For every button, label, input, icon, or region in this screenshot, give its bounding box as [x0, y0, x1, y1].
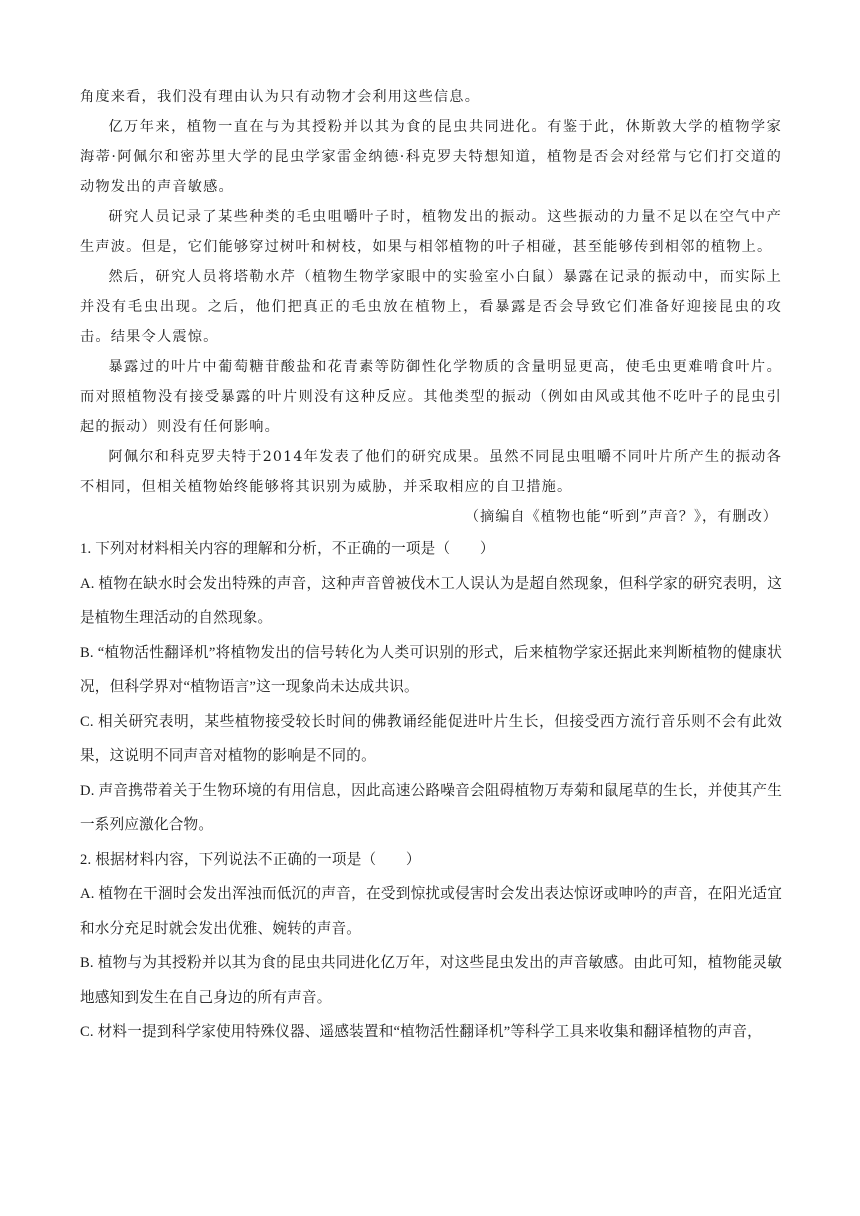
option-c: C. 相关研究表明，某些植物接受较长时间的佛教诵经能促进叶片生长，但接受西方流行音乐则不会有此效果，这说明不同声音对植物的影响是不同的。	[80, 713, 782, 764]
material-paragraph: 研究人员记录了某些种类的毛虫咀嚼叶子时，植物发出的振动。这些振动的力量不足以在空气中产生声波。但是，它们能够穿过树叶和树枝，如果与相邻植物的叶子相碰，甚至能够传到相邻的植物上。	[80, 209, 782, 255]
material-paragraph: 阿佩尔和科克罗夫特于2014年发表了他们的研究成果。虽然不同昆虫咀嚼不同叶片所产生的振动各不相同，但相关植物始终能够将其识别为威胁，并采取相应的自卫措施。	[80, 449, 782, 495]
option-b: B. 植物与为其授粉并以其为食的昆虫共同进化亿万年，对这些昆虫发出的声音敏感。由此可知，植物能灵敏地感知到发生在自己身边的所有声音。	[80, 955, 782, 1006]
document-page	[80, 82, 782, 1050]
option-a: A. 植物在缺水时会发出特殊的声音，这种声音曾被伐木工人误认为是超自然现象，但科学家的研究表明，这是植物生理活动的自然现象。	[80, 575, 782, 626]
question-stem: 2. 根据材料内容，下列说法不正确的一项是（ ）	[80, 851, 421, 868]
material-paragraph: 暴露过的叶片中葡萄糖苷酸盐和花青素等防御性化学物质的含量明显更高，使毛虫更难啃食叶片。而对照植物没有接受暴露的叶片则没有这种反应。其他类型的振动（例如由风或其他不吃叶子的昆虫引起的振动）则没有任何影响。	[80, 359, 782, 435]
question-2	[80, 843, 782, 1050]
material-paragraph: 然后，研究人员将塔勒水芹（植物生物学家眼中的实验室小白鼠）暴露在记录的振动中，而实际上并没有毛虫出现。之后，他们把真正的毛虫放在植物上，看暴露是否会导致它们准备好迎接昆虫的攻击。结果令人震惊。	[80, 269, 782, 345]
option-a: A. 植物在干涸时会发出浑浊而低沉的声音，在受到惊扰或侵害时会发出表达惊讶或呻吟的声音，在阳光适宜和水分充足时就会发出优雅、婉转的声音。	[80, 886, 782, 937]
option-c: C. 材料一提到科学家使用特殊仪器、遥感装置和“植物活性翻译机”等科学工具来收集和翻译植物的声音，	[80, 1024, 762, 1040]
question-1	[80, 532, 782, 843]
material-paragraph: 角度来看，我们没有理由认为只有动物才会利用这些信息。	[80, 89, 481, 105]
material-source: （摘编自《植物也能“听到”声音？》，有删改）	[464, 509, 778, 525]
question-stem: 1. 下列对材料相关内容的理解和分析，不正确的一项是（ ）	[80, 541, 495, 557]
option-b: B. “植物活性翻译机”将植物发出的信号转化为人类可识别的形式，后来植物学家还据此来判断植物的健康状况，但科学界对“植物语言”这一现象尚未达成共识。	[80, 644, 782, 695]
material-paragraph: 亿万年来，植物一直在与为其授粉并以其为食的昆虫共同进化。有鉴于此，休斯敦大学的植物学家海蒂·阿佩尔和密苏里大学的昆虫学家雷金纳德·科克罗夫特想知道，植物是否会对经常与它们打交道的动物发出的声音敏感。	[80, 119, 782, 195]
option-d: D. 声音携带着关于生物环境的有用信息，因此高速公路噪音会阻碍植物万寿菊和鼠尾草的生长，并使其产生一系列应激化合物。	[80, 782, 782, 833]
